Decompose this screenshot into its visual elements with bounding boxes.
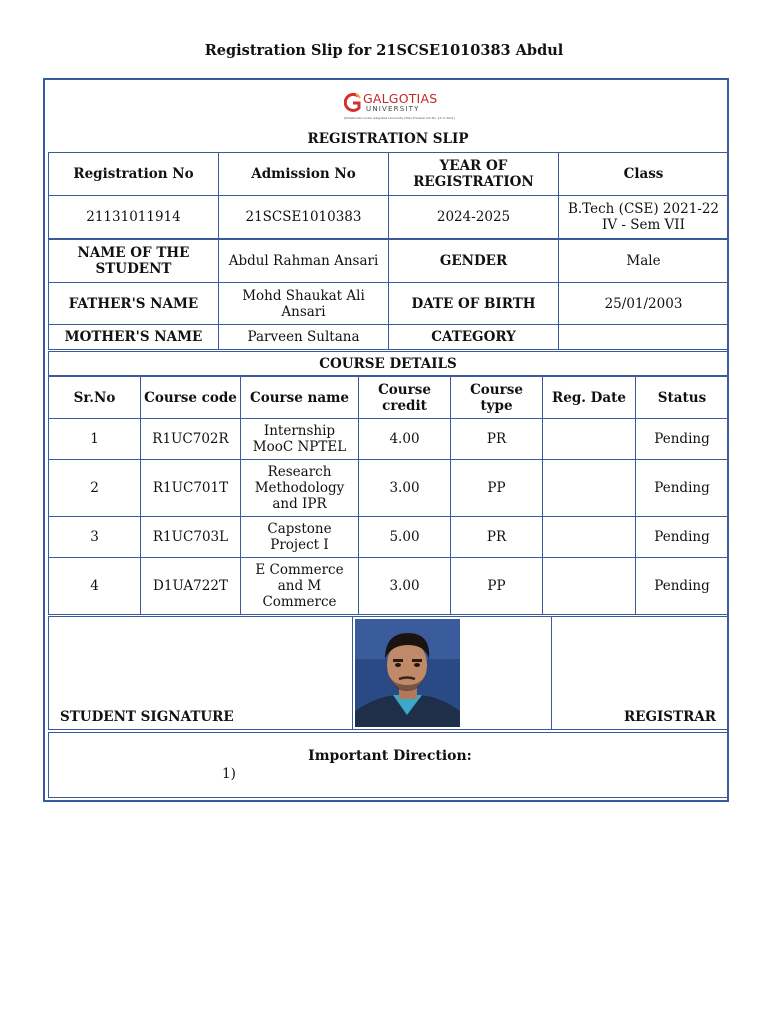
logo-name: GALGOTIAS	[363, 91, 438, 106]
gender-value: Male	[559, 240, 729, 283]
course-srno: 3	[49, 517, 141, 558]
table-row	[49, 558, 729, 615]
category-label: CATEGORY	[389, 325, 559, 350]
course-name: Capstone Project I	[241, 517, 359, 558]
father-name-value: Mohd Shaukat Ali Ansari	[219, 283, 389, 325]
slip-heading: REGISTRATION SLIP	[307, 131, 469, 147]
course-header-code: Course code	[141, 377, 241, 419]
student-name-value: Abdul Rahman Ansari	[219, 240, 389, 283]
course-status: Pending	[636, 460, 729, 517]
father-row	[49, 283, 729, 325]
registration-value-row	[49, 196, 729, 239]
document-title: Registration Slip for 21SCSE1010383 Abdul	[204, 42, 564, 59]
mother-name-value: Parveen Sultana	[219, 325, 389, 350]
galgotias-logo-icon	[344, 92, 362, 114]
direction-item: 1)	[222, 766, 236, 782]
class-header: Class	[559, 153, 729, 196]
course-code: D1UA722T	[141, 558, 241, 615]
course-reg-date	[543, 460, 636, 517]
course-credit: 4.00	[359, 419, 451, 460]
course-details-heading-table	[48, 351, 728, 376]
course-name: Research Methodology and IPR	[241, 460, 359, 517]
course-srno: 4	[49, 558, 141, 615]
course-header-row	[49, 377, 729, 419]
logo-sub: UNIVERSITY	[366, 105, 420, 113]
course-reg-date	[543, 419, 636, 460]
course-reg-date	[543, 558, 636, 615]
table-row	[49, 460, 729, 517]
course-type: PR	[451, 517, 543, 558]
course-code: R1UC702R	[141, 419, 241, 460]
year-of-registration-value: 2024-2025	[389, 196, 559, 239]
course-header-credit: Course credit	[359, 377, 451, 419]
course-credit: 3.00	[359, 460, 451, 517]
course-type: PP	[451, 558, 543, 615]
course-reg-date	[543, 517, 636, 558]
course-name: Internship MooC NPTEL	[241, 419, 359, 460]
category-value	[559, 325, 729, 350]
course-details-heading: COURSE DETAILS	[49, 352, 728, 376]
student-photo	[355, 619, 460, 727]
registration-header-row	[49, 153, 729, 196]
course-status: Pending	[636, 517, 729, 558]
student-signature-label: STUDENT SIGNATURE	[60, 709, 234, 725]
course-table	[48, 376, 729, 615]
directions-section	[48, 732, 728, 798]
registration-no-value: 21131011914	[49, 196, 219, 239]
university-logo	[344, 90, 456, 122]
class-value: B.Tech (CSE) 2021-22 IV - Sem VII	[559, 196, 729, 239]
student-name-label: NAME OF THE STUDENT	[49, 240, 219, 283]
course-srno: 2	[49, 460, 141, 517]
mother-row	[49, 325, 729, 350]
admission-no-header: Admission No	[219, 153, 389, 196]
course-srno: 1	[49, 419, 141, 460]
course-header-reg-date: Reg. Date	[543, 377, 636, 419]
course-type: PR	[451, 419, 543, 460]
signature-divider	[551, 616, 552, 730]
course-code: R1UC703L	[141, 517, 241, 558]
registration-no-header: Registration No	[49, 153, 219, 196]
gender-label: GENDER	[389, 240, 559, 283]
course-header-name: Course name	[241, 377, 359, 419]
signature-divider	[352, 616, 353, 730]
course-name: E Commerce and M Commerce	[241, 558, 359, 615]
student-name-row	[49, 240, 729, 283]
course-code: R1UC701T	[141, 460, 241, 517]
course-header-status: Status	[636, 377, 729, 419]
registration-table	[48, 152, 729, 239]
dob-label: DATE OF BIRTH	[389, 283, 559, 325]
course-status: Pending	[636, 419, 729, 460]
logo-tagline: (Established under Galgotias University Uttar Pradesh Act No. 14 of 2011)	[344, 116, 456, 120]
course-header-type: Course type	[451, 377, 543, 419]
dob-value: 25/01/2003	[559, 283, 729, 325]
registrar-label: REGISTRAR	[623, 709, 716, 725]
table-row	[49, 517, 729, 558]
mother-name-label: MOTHER'S NAME	[49, 325, 219, 350]
table-row	[49, 419, 729, 460]
admission-no-value: 21SCSE1010383	[219, 196, 389, 239]
father-name-label: FATHER'S NAME	[49, 283, 219, 325]
directions-title: Important Direction:	[308, 748, 472, 764]
course-credit: 5.00	[359, 517, 451, 558]
course-status: Pending	[636, 558, 729, 615]
course-header-srno: Sr.No	[49, 377, 141, 419]
course-credit: 3.00	[359, 558, 451, 615]
course-type: PP	[451, 460, 543, 517]
student-details-table	[48, 239, 729, 350]
year-of-registration-header: YEAR OF REGISTRATION	[389, 153, 559, 196]
